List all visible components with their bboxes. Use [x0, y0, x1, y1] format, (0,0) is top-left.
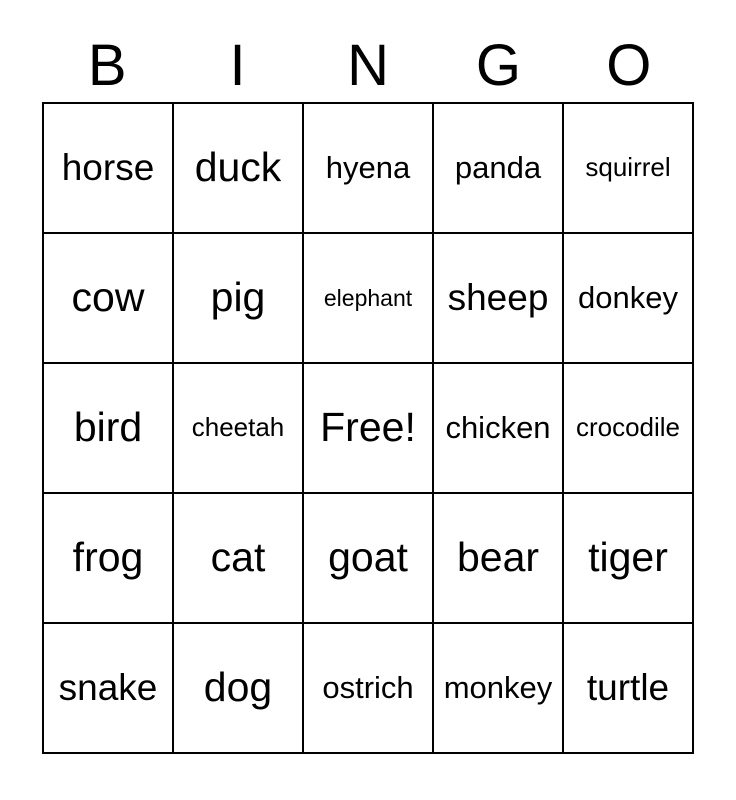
bingo-cell[interactable]: [174, 624, 304, 754]
bingo-cell[interactable]: [564, 364, 694, 494]
bingo-cell-label: squirrel: [585, 152, 671, 183]
bingo-cell[interactable]: [174, 234, 304, 364]
bingo-cell-label: hyena: [325, 149, 411, 185]
bingo-cell-label: monkey: [443, 669, 553, 705]
bingo-cell-label: duck: [194, 144, 282, 191]
bingo-cell[interactable]: [174, 364, 304, 494]
bingo-cell[interactable]: [434, 494, 564, 624]
bingo-cell-label: Free!: [320, 404, 416, 451]
bingo-cell[interactable]: [564, 624, 694, 754]
bingo-cell-label: horse: [61, 146, 155, 188]
bingo-cell-label: elephant: [323, 284, 413, 311]
bingo-grid: [42, 102, 694, 754]
bingo-cell-free[interactable]: [304, 364, 434, 494]
bingo-cell[interactable]: [564, 234, 694, 364]
bingo-cell[interactable]: [304, 234, 434, 364]
bingo-cell[interactable]: [304, 104, 434, 234]
bingo-cell[interactable]: [564, 104, 694, 234]
bingo-card: [42, 30, 694, 754]
header-letter-i: I: [229, 33, 246, 98]
bingo-cell-label: dog: [203, 664, 273, 711]
bingo-cell[interactable]: [44, 624, 174, 754]
bingo-cell[interactable]: [434, 234, 564, 364]
bingo-cell-label: pig: [210, 274, 266, 321]
bingo-row: [44, 104, 694, 234]
bingo-cell[interactable]: [304, 624, 434, 754]
bingo-cell-label: chicken: [445, 409, 551, 445]
bingo-cell[interactable]: [304, 494, 434, 624]
header-letter-n: N: [347, 33, 389, 98]
bingo-cell-label: bird: [73, 404, 143, 451]
bingo-cell-label: goat: [328, 534, 408, 581]
bingo-cell-label: ostrich: [322, 669, 414, 705]
bingo-cell-label: cheetah: [191, 412, 285, 443]
bingo-row: [44, 624, 694, 754]
bingo-cell[interactable]: [434, 364, 564, 494]
bingo-cell[interactable]: [44, 494, 174, 624]
bingo-cell-label: cat: [210, 534, 266, 581]
bingo-cell-label: bear: [456, 534, 540, 581]
bingo-row: [44, 494, 694, 624]
bingo-cell-label: tiger: [588, 534, 668, 581]
bingo-cell[interactable]: [174, 494, 304, 624]
bingo-cell[interactable]: [44, 364, 174, 494]
bingo-cell-label: sheep: [447, 276, 549, 318]
bingo-cell[interactable]: [44, 234, 174, 364]
bingo-row: [44, 364, 694, 494]
header-letter-g: G: [475, 33, 521, 98]
bingo-cell-label: turtle: [586, 666, 670, 708]
bingo-cell[interactable]: [174, 104, 304, 234]
bingo-cell[interactable]: [564, 494, 694, 624]
bingo-cell-label: crocodile: [575, 412, 681, 443]
bingo-cell-label: frog: [72, 534, 144, 581]
bingo-cell[interactable]: [44, 104, 174, 234]
bingo-cell-label: cow: [71, 274, 145, 321]
bingo-cell[interactable]: [434, 104, 564, 234]
bingo-cell-label: panda: [454, 149, 542, 185]
bingo-row: [44, 234, 694, 364]
header-letter-o: O: [606, 33, 652, 98]
header-letter-b: B: [87, 33, 127, 98]
bingo-cell-label: donkey: [578, 279, 678, 315]
bingo-header-row: [42, 30, 694, 102]
bingo-cell-label: snake: [58, 666, 158, 708]
bingo-cell[interactable]: [434, 624, 564, 754]
